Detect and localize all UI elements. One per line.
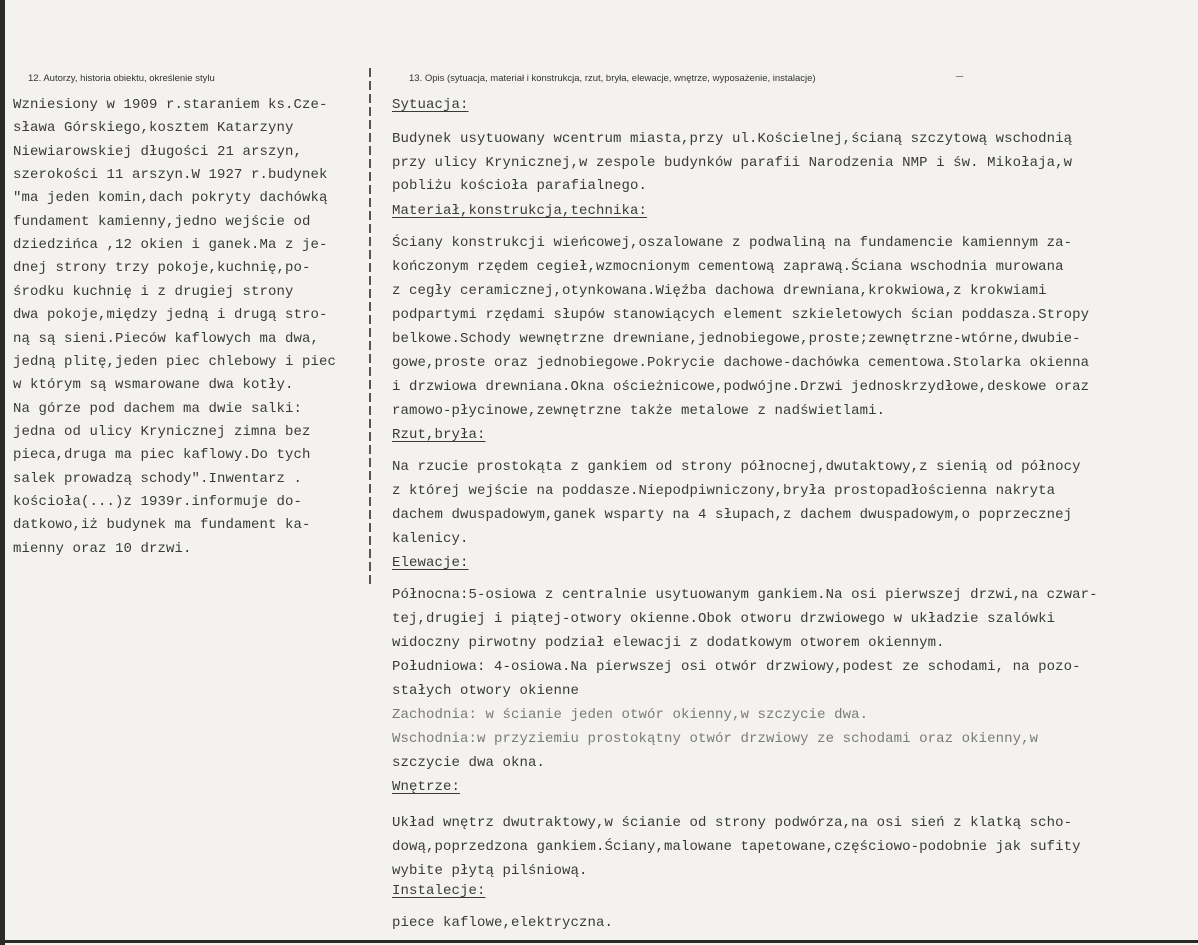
left-text-line: pieca,druga ma piec kaflowy.Do tych <box>13 447 311 464</box>
right-text-line: belkowe.Schody wewnętrzne drewniane,jednobiegowe,proste;zewnętrzne-wtórne,dwubie- <box>392 331 1081 347</box>
section-heading: Materiał,konstrukcja,technika: <box>392 203 648 219</box>
left-text-line: jedną plitę,jeden piec chlebowy i piec <box>13 353 337 370</box>
right-text-line: przy ulicy Krynicznej,w zespole budynków parafii Narodzenia NMP i św. Mikołaja,w <box>392 155 1073 171</box>
header-description: 13. Opis (sytuacja, materiał i konstrukcja, rzut, bryła, elewacje, wnętrze, wyposażenie, instalacje) <box>409 73 816 84</box>
left-text-line: sława Górskiego,kosztem Katarzyny <box>13 120 294 137</box>
section-heading: Elewacje: <box>392 555 469 571</box>
right-text-line: Zachodnia: w ścianie jeden otwór okienny,w szczycie dwa. <box>392 707 869 723</box>
column-divider <box>369 68 371 588</box>
bottom-rule <box>0 940 1198 943</box>
right-text-line: Budynek usytuowany wcentrum miasta,przy ul.Kościelnej,ścianą szczytową wschodnią <box>392 131 1073 147</box>
right-text-line: ramowo-płycinowe,zewnętrzne także metalowe z nadświetlami. <box>392 403 886 419</box>
right-text-line: tej,drugiej i piątej-otwory okienne.Obok otworu drzwiowego w układzie szalówki <box>392 611 1056 627</box>
right-text-line: podpartymi rzędami słupów stanowiących element szkieletowych ścian poddasza.Stropy <box>392 307 1090 323</box>
header-authors-history: 12. Autorzy, historia obiektu, określenie stylu <box>28 73 215 84</box>
section-heading: Instalecje: <box>392 883 486 899</box>
right-text-line: Na rzucie prostokąta z gankiem od strony północnej,dwutaktowy,z sienią od północy <box>392 459 1081 475</box>
right-text-line: pobliżu kościoła parafialnego. <box>392 178 648 194</box>
header-dash: – <box>956 68 964 83</box>
right-text-line: widoczny pirwotny podział elewacji z dodatkowym otworem okiennym. <box>392 635 945 651</box>
right-text-line: piece kaflowe,elektryczna. <box>392 915 614 931</box>
right-text-line: Układ wnętrz dwutraktowy,w ścianie od strony podwórza,na osi sień z klatką scho- <box>392 815 1073 831</box>
left-text-line: ną są sieni.Pieców kaflowych ma dwa, <box>13 330 320 347</box>
right-text-line: wybite płytą pilśniową. <box>392 863 588 879</box>
left-text-line: Niewiarowskiej długości 21 arszyn, <box>13 143 303 160</box>
left-text-line: Wzniesiony w 1909 r.staraniem ks.Cze- <box>13 97 328 113</box>
right-text-line: Wschodnia:w przyziemiu prostokątny otwór drzwiowy ze schodami oraz okienny,w <box>392 731 1039 747</box>
left-text-line: w którym są wsmarowane dwa kotły. <box>13 377 294 394</box>
left-text-line: fundament kamienny,jedno wejście od <box>13 213 311 230</box>
left-text-line: dnej strony trzy pokoje,kuchnię,po- <box>13 260 311 277</box>
right-text-line: kończonym rzędem cegieł,wzmocnionym cementową zaprawą.Ściana wschodnia murowana <box>392 259 1064 275</box>
left-text-line: szerokości 11 arszyn.W 1927 r.budynek <box>13 167 328 184</box>
right-text-line: Ściany konstrukcji wieńcowej,oszalowane z podwaliną na fundamencie kamiennym za- <box>392 235 1073 251</box>
right-text-line: dową,poprzedzona gankiem.Ściany,malowane tapetowane,częściowo-podobnie jak sufity <box>392 839 1081 855</box>
left-text-line: dziedzińca ,12 okien i ganek.Ma z je- <box>13 237 328 254</box>
section-heading: Wnętrze: <box>392 779 461 795</box>
left-text-line: salek prowadzą schody".Inwentarz . <box>13 470 303 487</box>
page-left-edge <box>0 0 5 945</box>
right-text-line: gowe,proste oraz jednobiegowe.Pokrycie dachowe-dachówka cementowa.Stolarka okienna <box>392 355 1090 371</box>
left-text-line: dwa pokoje,między jedną i drugą stro- <box>13 307 328 324</box>
right-text-line: szczycie dwa okna. <box>392 755 546 771</box>
right-text-line: z cegły ceramicznej,otynkowana.Więźba dachowa drewniana,krokwiowa,z krokwiami <box>392 283 1047 299</box>
section-heading: Rzut,bryła: <box>392 427 486 443</box>
right-text-line: Południowa: 4-osiowa.Na pierwszej osi otwór drzwiowy,podest ze schodami, na pozo- <box>392 659 1081 675</box>
left-text-line: środku kuchnię i z drugiej strony <box>13 283 294 300</box>
right-text-line: i drzwiowa drewniana.Okna ościeżnicowe,podwójne.Drzwi jednoskrzydłowe,deskowe oraz <box>392 379 1090 395</box>
left-text-line: kościoła(...)z 1939r.informuje do- <box>13 493 303 510</box>
left-text-line: "ma jeden komin,dach pokryty dachówką <box>13 190 328 207</box>
right-text-line: kalenicy. <box>392 531 469 547</box>
right-text-line: stałych otwory okienne <box>392 683 580 699</box>
right-text-line: Północna:5-osiowa z centralnie usytuowanym gankiem.Na osi pierwszej drzwi,na czwar- <box>392 587 1098 603</box>
left-text-line: datkowo,iż budynek ma fundament ka- <box>13 517 311 534</box>
left-text-line: jedna od ulicy Krynicznej zimna bez <box>13 423 311 440</box>
right-text-line: dachem dwuspadowym,ganek wsparty na 4 słupach,z dachem dwuspadowym,o poprzecznej <box>392 507 1073 523</box>
left-text-line: mienny oraz 10 drzwi. <box>13 540 192 557</box>
left-text-line: Na górze pod dachem ma dwie salki: <box>13 400 303 417</box>
section-heading: Sytuacja: <box>392 97 469 113</box>
right-text-line: z której wejście na poddasze.Niepodpiwniczony,bryła prostopadłościenna nakryta <box>392 483 1056 499</box>
